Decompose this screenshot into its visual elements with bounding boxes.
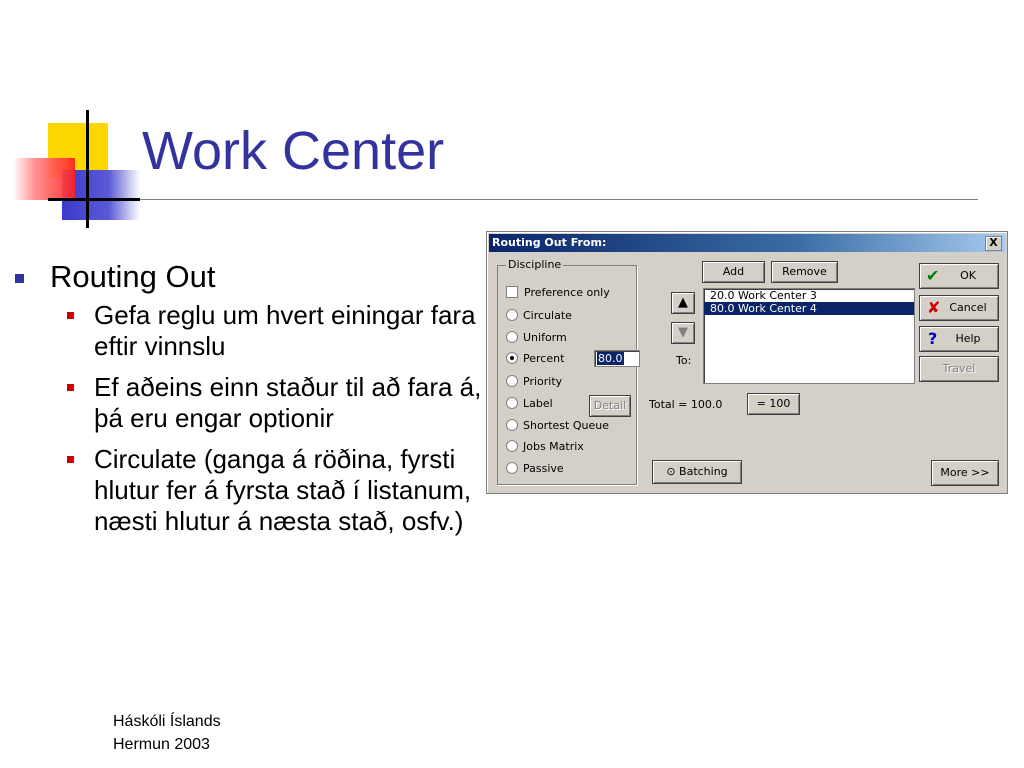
destination-list[interactable]: [703, 288, 915, 384]
to-label: To:: [676, 354, 692, 367]
option-label: Jobs Matrix: [523, 440, 584, 453]
preference-only-label: Preference only: [524, 286, 610, 299]
option-label: Passive: [523, 462, 564, 475]
list-item[interactable]: 20.0 Work Center 3: [710, 289, 817, 302]
footer-course: Hermun 2003: [113, 736, 210, 753]
move-up-icon[interactable]: ▲: [671, 292, 695, 314]
option-label: Uniform: [523, 331, 567, 344]
help-button[interactable]: [919, 326, 999, 352]
routing-out-dialog: [486, 231, 1008, 494]
list-item-selected[interactable]: 80.0 Work Center 4: [704, 302, 914, 315]
discipline-label: Discipline: [508, 258, 562, 271]
bullet-main: Routing Out: [12, 258, 492, 296]
more-button[interactable]: More >>: [931, 460, 999, 486]
bullet-sub-2: Ef aðeins einn staður til að fara á, þá eru engar optionir: [94, 372, 494, 434]
percent-value: 80.0: [598, 352, 623, 365]
radio-jobs-matrix[interactable]: [506, 439, 584, 455]
slide-footer: [113, 710, 221, 756]
radio-priority[interactable]: [506, 374, 562, 390]
discipline-group: [497, 258, 637, 485]
radio-percent[interactable]: [506, 351, 564, 367]
footer-institution: Háskóli Íslands: [113, 713, 221, 730]
title-divider-accent: [48, 198, 140, 201]
bullet-sub-3: Circulate (ganga á röðina, fyrsti hlutur fer á fyrsta stað í listanum, næsti hlutur á næsta stað, osfv.): [94, 444, 494, 537]
checkbox-box[interactable]: [506, 286, 518, 298]
radio-passive[interactable]: [506, 461, 564, 477]
ok-label: OK: [960, 269, 976, 282]
logo-red-square: [13, 158, 75, 200]
dialog-title: Routing Out From:: [492, 236, 607, 249]
travel-button[interactable]: Travel: [919, 356, 999, 382]
option-label: Priority: [523, 375, 563, 388]
move-down-icon[interactable]: ▼: [671, 322, 695, 344]
radio-shortest-queue[interactable]: [506, 418, 609, 434]
x-icon: ✘: [927, 298, 941, 317]
preference-only-checkbox[interactable]: [506, 285, 610, 301]
dialog-titlebar: [489, 234, 1005, 252]
radio-circulate[interactable]: [506, 308, 572, 324]
option-label: Percent: [523, 352, 565, 365]
radio-dot[interactable]: [506, 309, 518, 321]
question-icon: ?: [928, 329, 938, 348]
percent-input[interactable]: [594, 350, 640, 367]
equals-100-button[interactable]: = 100: [747, 393, 800, 415]
radio-dot[interactable]: [506, 462, 518, 474]
remove-button[interactable]: Remove: [771, 261, 838, 283]
radio-dot[interactable]: [506, 419, 518, 431]
add-button[interactable]: Add: [702, 261, 765, 283]
option-label: Shortest Queue: [523, 419, 609, 432]
title-divider: [48, 199, 978, 200]
logo-vertical-line: [86, 110, 89, 228]
batching-button[interactable]: [652, 460, 742, 484]
total-label: Total = 100.0: [649, 398, 723, 411]
check-icon: ✔: [926, 266, 940, 285]
slide-title: Work Center: [142, 121, 445, 181]
radio-dot[interactable]: [506, 440, 518, 452]
cancel-label: Cancel: [949, 301, 987, 314]
slide-logo: [0, 0, 150, 240]
detail-button[interactable]: Detail: [589, 395, 631, 417]
radio-dot[interactable]: [506, 375, 518, 387]
bullet-list: [12, 258, 492, 547]
bullet-sub-1: Gefa reglu um hvert einingar fara eftir vinnslu: [94, 300, 494, 362]
help-label: Help: [955, 332, 981, 345]
option-label: Circulate: [523, 309, 572, 322]
close-button[interactable]: X: [985, 236, 1002, 251]
option-label: Label: [523, 397, 553, 410]
ok-button[interactable]: [919, 263, 999, 289]
radio-dot[interactable]: [506, 397, 518, 409]
batching-icon: ⊙: [666, 465, 676, 478]
radio-uniform[interactable]: [506, 330, 567, 346]
cancel-button[interactable]: [919, 295, 999, 321]
radio-dot-selected[interactable]: [506, 352, 518, 364]
radio-dot[interactable]: [506, 331, 518, 343]
batching-label: Batching: [679, 465, 728, 478]
radio-label[interactable]: [506, 396, 553, 412]
